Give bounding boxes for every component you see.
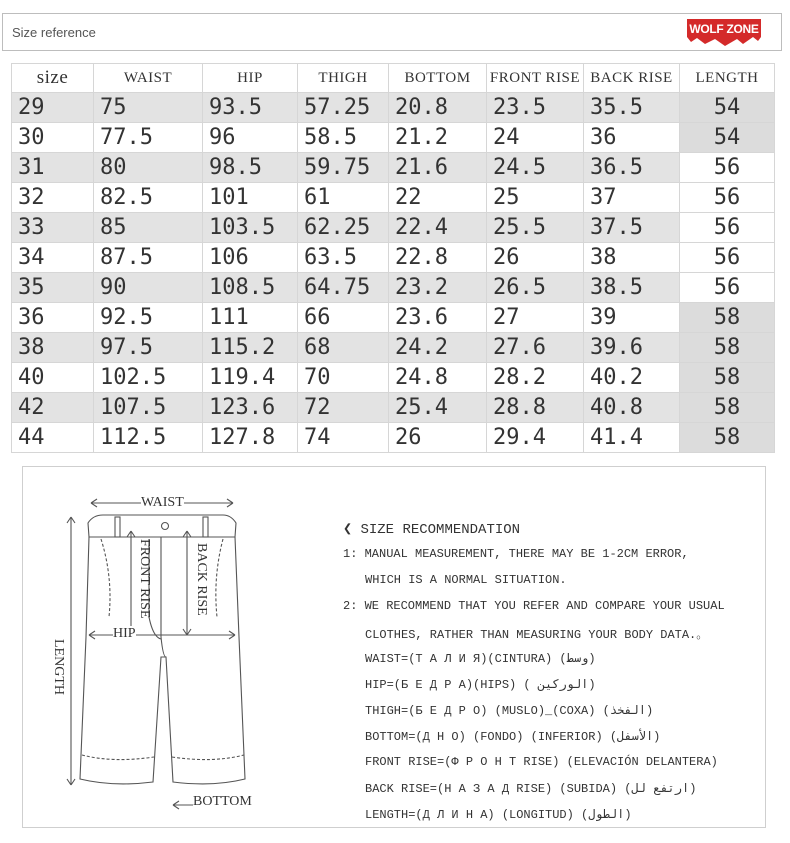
recommendation-line: WAIST=(Т А Л И Я)(CINTURA) (وسط) [365, 652, 596, 666]
table-cell: 36 [584, 123, 680, 153]
waist-label: WAIST [141, 495, 184, 510]
measurement-guide-panel [22, 466, 766, 828]
table-cell: 58 [680, 303, 775, 333]
table-cell: 106 [203, 243, 298, 273]
table-cell: 24.2 [389, 333, 487, 363]
table-cell: 64.75 [298, 273, 389, 303]
table-cell: 25.5 [487, 213, 584, 243]
size-chart-table [11, 63, 775, 453]
table-row [12, 273, 775, 303]
table-cell: 28.2 [487, 363, 584, 393]
table-row [12, 333, 775, 363]
table-cell: 33 [12, 213, 94, 243]
table-cell: 63.5 [298, 243, 389, 273]
table-cell: 35 [12, 273, 94, 303]
table-cell: 96 [203, 123, 298, 153]
table-cell: 39.6 [584, 333, 680, 363]
table-cell: 77.5 [94, 123, 203, 153]
table-cell: 56 [680, 243, 775, 273]
column-header: BOTTOM [389, 64, 487, 93]
table-cell: 36 [12, 303, 94, 333]
table-cell: 61 [298, 183, 389, 213]
table-header-row [12, 64, 775, 93]
recommendation-line: THIGH=(Б Е Д Р О) (MUSLO)_(COXA) (الفخذ) [365, 704, 654, 718]
table-cell: 24 [487, 123, 584, 153]
column-header: HIP [203, 64, 298, 93]
table-cell: 38 [12, 333, 94, 363]
table-cell: 70 [298, 363, 389, 393]
table-cell: 35.5 [584, 93, 680, 123]
back-rise-label: BACK RISE [194, 543, 209, 616]
table-cell: 39 [584, 303, 680, 333]
column-header: WAIST [94, 64, 203, 93]
table-cell: 74 [298, 423, 389, 453]
table-cell: 56 [680, 153, 775, 183]
hip-label: HIP [113, 626, 136, 641]
table-row [12, 183, 775, 213]
recommendation-line: WHICH IS A NORMAL SITUATION. [365, 573, 567, 587]
table-cell: 66 [298, 303, 389, 333]
recommendation-line: 1: MANUAL MEASUREMENT, THERE MAY BE 1-2CM ERROR, [343, 547, 689, 561]
table-cell: 28.8 [487, 393, 584, 423]
table-cell: 41.4 [584, 423, 680, 453]
column-header: THIGH [298, 64, 389, 93]
table-cell: 85 [94, 213, 203, 243]
table-cell: 25 [487, 183, 584, 213]
recommendation-line: BACK RISE=(Н А З А Д RISE) (SUBIDA) (ارتفع لل) [365, 782, 697, 796]
bottom-label: BOTTOM [193, 794, 252, 809]
column-header: LENGTH [680, 64, 775, 93]
front-rise-label: FRONT RISE [137, 539, 152, 619]
table-cell: 27 [487, 303, 584, 333]
table-cell: 58 [680, 333, 775, 363]
table-cell: 36.5 [584, 153, 680, 183]
table-cell: 22.4 [389, 213, 487, 243]
table-row [12, 213, 775, 243]
table-cell: 102.5 [94, 363, 203, 393]
table-cell: 97.5 [94, 333, 203, 363]
table-cell: 92.5 [94, 303, 203, 333]
size-reference-header [2, 13, 782, 51]
recommendation-line: BOTTOM=(Д Н О) (FONDO) (INFERIOR) (الأسفل) [365, 730, 661, 744]
table-cell: 26.5 [487, 273, 584, 303]
table-cell: 108.5 [203, 273, 298, 303]
recommendation-title: ❮ SIZE RECOMMENDATION [343, 521, 521, 538]
table-cell: 57.25 [298, 93, 389, 123]
table-row [12, 423, 775, 453]
table-cell: 75 [94, 93, 203, 123]
table-cell: 82.5 [94, 183, 203, 213]
table-cell: 58 [680, 363, 775, 393]
table-cell: 68 [298, 333, 389, 363]
table-cell: 23.6 [389, 303, 487, 333]
table-cell: 54 [680, 123, 775, 153]
table-cell: 56 [680, 183, 775, 213]
table-cell: 40.2 [584, 363, 680, 393]
table-cell: 21.2 [389, 123, 487, 153]
table-cell: 98.5 [203, 153, 298, 183]
header-title: Size reference [12, 25, 96, 40]
table-cell: 59.75 [298, 153, 389, 183]
table-cell: 87.5 [94, 243, 203, 273]
table-cell: 26 [487, 243, 584, 273]
table-cell: 119.4 [203, 363, 298, 393]
table-row [12, 393, 775, 423]
table-cell: 58.5 [298, 123, 389, 153]
table-cell: 40 [12, 363, 94, 393]
table-cell: 27.6 [487, 333, 584, 363]
table-row [12, 243, 775, 273]
table-cell: 112.5 [94, 423, 203, 453]
column-header: FRONT RISE [487, 64, 584, 93]
table-cell: 62.25 [298, 213, 389, 243]
table-row [12, 153, 775, 183]
table-cell: 31 [12, 153, 94, 183]
table-cell: 56 [680, 213, 775, 243]
table-cell: 42 [12, 393, 94, 423]
table-cell: 38 [584, 243, 680, 273]
table-row [12, 93, 775, 123]
table-cell: 101 [203, 183, 298, 213]
table-cell: 58 [680, 393, 775, 423]
table-cell: 93.5 [203, 93, 298, 123]
table-row [12, 123, 775, 153]
recommendation-line: LENGTH=(Д Л И Н А) (LONGITUD) (الطول) [365, 808, 632, 822]
table-cell: 56 [680, 273, 775, 303]
length-label: LENGTH [51, 639, 66, 695]
table-cell: 37.5 [584, 213, 680, 243]
table-cell: 20.8 [389, 93, 487, 123]
table-cell: 54 [680, 93, 775, 123]
brand-logo [685, 17, 763, 47]
table-cell: 72 [298, 393, 389, 423]
table-cell: 22 [389, 183, 487, 213]
table-row [12, 363, 775, 393]
table-cell: 90 [94, 273, 203, 303]
table-cell: 29 [12, 93, 94, 123]
table-cell: 40.8 [584, 393, 680, 423]
recommendation-line: HIP=(Б Е Д Р А)(HIPS) ( الوركين) [365, 678, 596, 692]
table-cell: 103.5 [203, 213, 298, 243]
table-cell: 23.5 [487, 93, 584, 123]
recommendation-line: 2: WE RECOMMEND THAT YOU REFER AND COMPARE YOUR USUAL [343, 599, 725, 613]
table-cell: 123.6 [203, 393, 298, 423]
recommendation-line: CLOTHES, RATHER THAN MEASURING YOUR BODY DATA.。 [365, 628, 709, 642]
table-cell: 30 [12, 123, 94, 153]
table-cell: 38.5 [584, 273, 680, 303]
table-cell: 22.8 [389, 243, 487, 273]
shorts-diagram [53, 487, 283, 817]
table-cell: 37 [584, 183, 680, 213]
column-header: BACK RISE [584, 64, 680, 93]
table-cell: 44 [12, 423, 94, 453]
table-cell: 24.5 [487, 153, 584, 183]
table-cell: 21.6 [389, 153, 487, 183]
table-row [12, 303, 775, 333]
table-cell: 24.8 [389, 363, 487, 393]
table-cell: 32 [12, 183, 94, 213]
table-cell: 26 [389, 423, 487, 453]
table-cell: 34 [12, 243, 94, 273]
logo-text: WOLF ZONE [689, 22, 759, 36]
table-cell: 107.5 [94, 393, 203, 423]
table-cell: 80 [94, 153, 203, 183]
table-cell: 23.2 [389, 273, 487, 303]
table-cell: 58 [680, 423, 775, 453]
shorts-outline-icon [53, 487, 283, 817]
table-cell: 127.8 [203, 423, 298, 453]
table-cell: 29.4 [487, 423, 584, 453]
table-cell: 115.2 [203, 333, 298, 363]
chevron-left-icon: ❮ [343, 521, 353, 538]
column-header: size [12, 64, 94, 93]
recommendation-line: FRONT RISE=(Ф Р О Н Т RISE) (ELEVACIÓN DELANTERA) [365, 755, 718, 769]
table-cell: 25.4 [389, 393, 487, 423]
table-cell: 111 [203, 303, 298, 333]
